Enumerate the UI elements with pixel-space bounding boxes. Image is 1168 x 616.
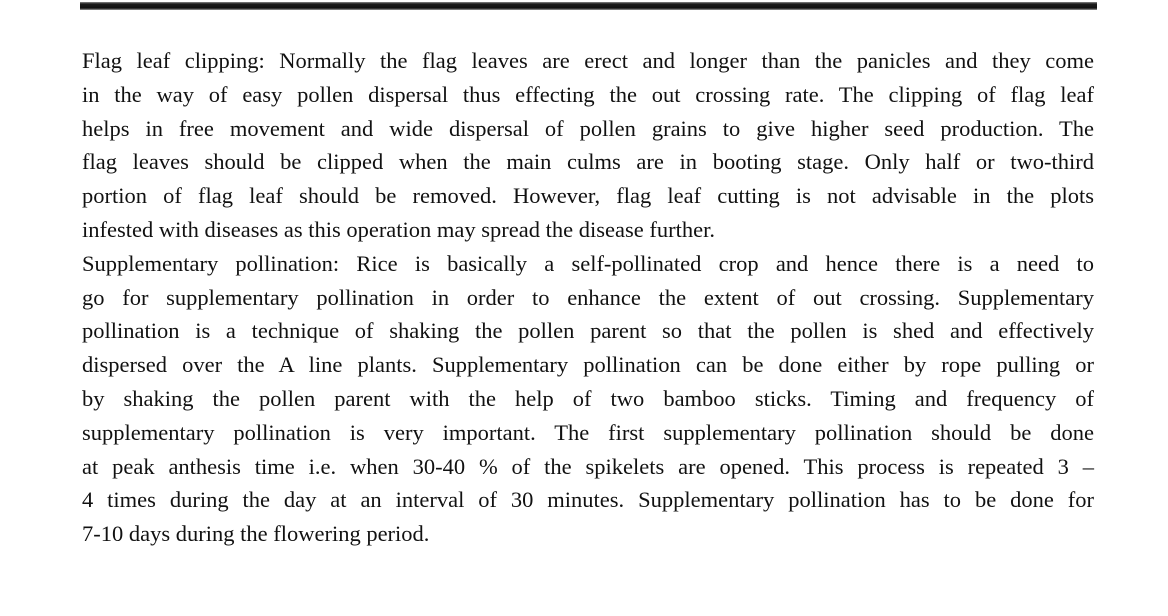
text-line: in the way of easy pollen dispersal thus effecting the out crossing rate. The clipping of flag leaf	[82, 81, 1094, 107]
header-rule	[80, 2, 1097, 10]
text-line: infested with diseases as this operation may spread the disease further.	[82, 216, 715, 242]
text-line: helps in free movement and wide dispersal of pollen grains to give higher seed production. The	[82, 115, 1094, 141]
text-line: by shaking the pollen parent with the help of two bamboo sticks. Timing and frequency of	[82, 385, 1094, 411]
text-line: Supplementary pollination: Rice is basically a self-pollinated crop and hence there is a need to	[82, 250, 1094, 276]
text-line: 7-10 days during the flowering period.	[82, 521, 430, 547]
text-line: at peak anthesis time i.e. when 30-40 % of the spikelets are opened. This process is repeated 3 –	[82, 453, 1094, 479]
text-line: Flag leaf clipping: Normally the flag leaves are erect and longer than the panicles and they come	[82, 48, 1094, 73]
text-line: supplementary pollination is very important. The first supplementary pollination should be done	[82, 419, 1094, 445]
paragraph-flag-leaf-clipping	[82, 44, 1094, 247]
text-line: flag leaves should be clipped when the main culms are in booting stage. Only half or two-third	[82, 149, 1094, 175]
text-line: go for supplementary pollination in order to enhance the extent of out crossing. Supplementary	[82, 284, 1094, 310]
text-line: pollination is a technique of shaking the pollen parent so that the pollen is shed and effectively	[82, 318, 1094, 344]
text-line: portion of flag leaf should be removed. However, flag leaf cutting is not advisable in the plots	[82, 183, 1094, 209]
text-line: dispersed over the A line plants. Supplementary pollination can be done either by rope pulling or	[82, 352, 1094, 378]
paragraph-supplementary-pollination	[82, 247, 1094, 551]
body-text	[82, 44, 1094, 551]
text-line: 4 times during the day at an interval of 30 minutes. Supplementary pollination has to be done for	[82, 487, 1094, 513]
